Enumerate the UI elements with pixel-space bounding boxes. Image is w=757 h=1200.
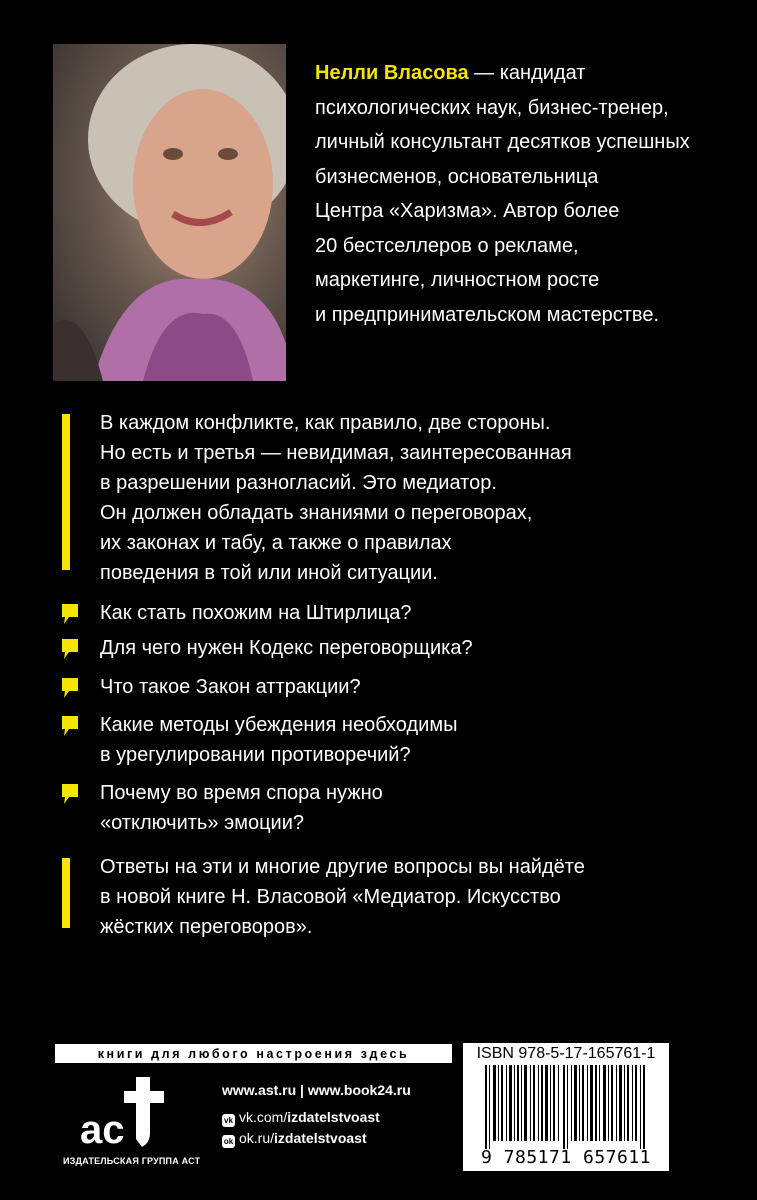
intro-line: их законах и табу, а также о правилах: [100, 532, 452, 554]
bio-line: бизнесменов, основательница: [315, 165, 599, 188]
speech-bubble-icon: [62, 784, 78, 804]
bio-line: маркетинге, личностном росте: [315, 269, 600, 291]
barcode-icon: [485, 1065, 647, 1149]
question-text: [100, 672, 660, 702]
ok-handle: izdatelstvoast: [274, 1130, 367, 1146]
question-line: Как стать похожим на Штирлица?: [100, 602, 412, 624]
isbn-digits: 9 785171 657611: [480, 1147, 652, 1168]
intro-line: В каждом конфликте, как правило, две стороны.: [100, 412, 551, 434]
publisher-sites: [222, 1082, 411, 1098]
speech-bubble-icon: [62, 678, 78, 698]
tagline-banner: [55, 1044, 452, 1063]
vk-prefix: vk.com/: [239, 1109, 288, 1125]
isbn-label: ISBN 978-5-17-165761-1: [476, 1045, 656, 1062]
ok-prefix: ok.ru/: [239, 1130, 275, 1146]
tagline-text: книги для любого настроения здесь: [97, 1046, 410, 1061]
outro-line: в новой книге Н. Власовой «Медиатор. Искусство: [100, 886, 561, 908]
outro-line: жёстких переговоров».: [100, 916, 313, 938]
question-text: [100, 633, 660, 663]
speech-bubble-icon: [62, 639, 78, 659]
author-bio: [315, 56, 735, 332]
vk-icon: vk: [222, 1114, 235, 1127]
vk-link[interactable]: [222, 1109, 462, 1127]
speech-bubble-icon: [62, 716, 78, 736]
intro-line: в разрешении разногласий. Это медиатор.: [100, 472, 497, 494]
intro-line: поведения в той или иной ситуации.: [100, 562, 438, 584]
vk-handle: izdatelstvoast: [287, 1109, 380, 1125]
ok-link[interactable]: [222, 1130, 462, 1148]
question-line: в урегулировании противоречий?: [100, 744, 411, 766]
question-line: Для чего нужен Кодекс переговорщика?: [100, 637, 473, 659]
intro-paragraph: [100, 408, 660, 588]
bio-line: 20 бестселлеров о рекламе,: [315, 234, 579, 257]
bio-line: личный консультант десятков успешных: [315, 131, 690, 153]
intro-accent-bar: [62, 414, 70, 570]
bio-line: Центра «Харизма». Автор более: [315, 200, 620, 222]
publisher-caption: ИЗДАТЕЛЬСКАЯ ГРУППА АСТ: [63, 1156, 201, 1166]
sites-link[interactable]: www.ast.ru | www.book24.ru: [222, 1082, 411, 1098]
question-line: Какие методы убеждения необходимы: [100, 714, 458, 736]
bio-line: — кандидат: [468, 62, 586, 84]
outro-paragraph: [100, 852, 660, 942]
bio-line: психологических наук, бизнес-тренер,: [315, 96, 669, 119]
question-line: «отключить» эмоции?: [100, 812, 305, 834]
question-text: [100, 710, 660, 770]
question-text: [100, 598, 660, 628]
bio-line: и предпринимательском мастерстве.: [315, 303, 659, 326]
author-name: Нелли Власова: [315, 62, 469, 84]
ast-logo-icon: [58, 1075, 208, 1155]
author-photo: [53, 44, 286, 381]
intro-line: Но есть и третья — невидимая, заинтересованная: [100, 442, 572, 464]
question-line: Почему во время спора нужно: [100, 782, 383, 804]
speech-bubble-icon: [62, 604, 78, 624]
intro-line: Он должен обладать знаниями о переговорах,: [100, 502, 533, 524]
question-text: [100, 778, 660, 838]
isbn-barcode: [463, 1043, 669, 1171]
ok-icon: ok: [223, 1137, 234, 1146]
outro-line: Ответы на эти и многие другие вопросы вы найдёте: [100, 856, 585, 878]
question-line: Что такое Закон аттракции?: [100, 676, 361, 698]
svg-text:ac: ac: [80, 1108, 125, 1152]
outro-accent-bar: [62, 858, 70, 928]
